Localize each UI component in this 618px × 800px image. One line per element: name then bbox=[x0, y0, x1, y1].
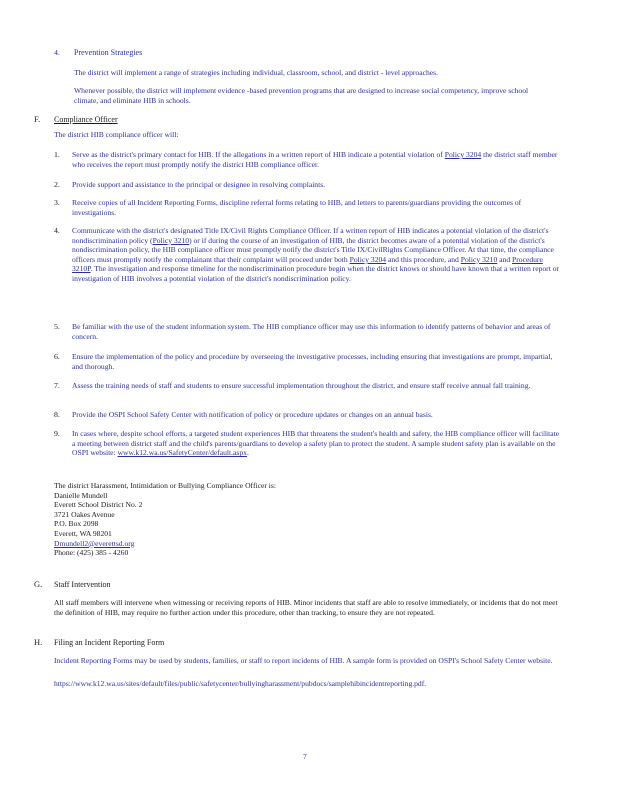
section-letter: H. bbox=[34, 637, 43, 647]
item-number: 5. bbox=[54, 322, 60, 331]
item-text: and this procedure, and bbox=[386, 254, 461, 264]
item-text: the district staff member who receives the report must promptly notify the district HIB compliance officer. bbox=[72, 150, 558, 169]
list-item: Ensure the implementation of the policy and procedure by overseeing the investigative processes, including ensuring that investigations are prompt, impartial, and thorough. bbox=[72, 352, 553, 371]
policy-link[interactable]: Policy 3210 bbox=[460, 254, 498, 264]
policy-link[interactable]: Policy 3204 bbox=[349, 254, 387, 264]
paragraph: Incident Reporting Forms may be used by students, families, or staff to report incidents of HIB. A sample form is provided on OSPI's School Safety Center website. bbox=[54, 656, 553, 665]
item-number: 9. bbox=[54, 429, 60, 438]
list-item: Provide the OSPI School Safety Center with notification of policy or procedure updates or changes on an annual basis. bbox=[72, 410, 433, 419]
contact-phone: Phone: (425) 385 - 4260 bbox=[54, 548, 129, 558]
item-number: 3. bbox=[54, 198, 60, 207]
section-title: Staff Intervention bbox=[54, 580, 111, 589]
contact-city: Everett, WA 98201 bbox=[54, 528, 112, 538]
item-number: 4. bbox=[54, 48, 60, 57]
sample-form-link[interactable]: https://www.k12.wa.us/sites/default/files/public/safetycenter/bullyingharassment/pubdocs/samplehibincidentreporting.pdf bbox=[54, 679, 425, 688]
section-intro: The district HIB compliance officer will: bbox=[54, 130, 179, 139]
item-text: . bbox=[246, 448, 249, 458]
item-number: 7. bbox=[54, 381, 60, 390]
item-text: In cases where, despite school efforts, a targeted student experiences HIB that threatens the student's health and safety, the HIB compliance officer will facilitate a meeting between district staff and the child's parents/guardians to develop a safety plan to protect the student. A sample student safety plan is available on the OSPI website: bbox=[72, 429, 560, 458]
list-item bbox=[72, 226, 562, 284]
item-text: Serve as the district's primary contact for HIB. If the allegations in a written report of HIB indicate a potential violation of bbox=[72, 150, 445, 159]
section-title: Filing an Incident Reporting Form bbox=[54, 638, 165, 647]
contact-name: Danielle Mundell bbox=[54, 490, 108, 500]
contact-email-link[interactable]: Dmundell2@everettsd.org bbox=[54, 538, 135, 548]
list-item bbox=[72, 150, 562, 169]
list-item bbox=[72, 429, 562, 458]
item-text: Communicate with the district's designated Title IX/Civil Rights Compliance Officer. If a written report of HIB indicates a potential violation of the district's nondiscrimination policy ( bbox=[72, 226, 549, 245]
policy-link[interactable]: Policy 3210 bbox=[152, 235, 190, 245]
paragraph: The district will implement a range of strategies including individual, classroom, school, and district - level approaches. bbox=[74, 68, 438, 77]
contact-pobox: P.O. Box 2098 bbox=[54, 519, 99, 529]
policy-link[interactable]: Policy 3204 bbox=[444, 150, 482, 159]
page-number: 7 bbox=[303, 752, 307, 761]
item-number: 2. bbox=[54, 180, 60, 189]
subsection-title: Prevention Strategies bbox=[74, 48, 143, 57]
ospi-safety-link[interactable]: www.k12.wa.us/SafetyCenter/default.aspx bbox=[117, 448, 247, 458]
contact-intro: The district Harassment, Intimidation or Bullying Compliance Officer is: bbox=[54, 481, 276, 490]
list-item: Provide support and assistance to the principal or designee in resolving complaints. bbox=[72, 180, 326, 189]
item-number: 4. bbox=[54, 226, 60, 235]
form-url-line bbox=[54, 679, 559, 689]
contact-org: Everett School District No. 2 bbox=[54, 500, 143, 510]
url-period: . bbox=[424, 679, 427, 688]
item-text: ) or if during the course of an investigation of HIB, the district becomes aware of a potential violation of the district's nondiscrimination policy, the HIB compliance officer must promptly notify the district's Title IX/CivilRights Compliance Officer. At that time, the compliance officers must promptly notify the complainant that their complaint will proceed under both bbox=[72, 235, 554, 264]
list-item: Receive copies of all Incident Reporting Forms, discipline referral forms relating to HIB, and letters to parents/guardians providing the outcomes of investigations. bbox=[72, 198, 522, 217]
paragraph: Whenever possible, the district will implement evidence -based prevention programs that are designed to increase social competency, improve school climate, and eliminate HIB in schools. bbox=[74, 86, 529, 105]
paragraph: All staff members will intervene when witnessing or receiving reports of HIB. Minor incidents that staff are able to resolve immediately, or incidents that do not meet the definition of HIB, may require no further action under this procedure, other than tracking, to ensure they are not repeated. bbox=[54, 598, 558, 617]
item-text: and bbox=[497, 254, 513, 264]
section-letter: F. bbox=[34, 114, 41, 124]
contact-street: 3721 Oakes Avenue bbox=[54, 509, 115, 519]
procedure-link[interactable]: Procedure 3210P bbox=[72, 254, 543, 274]
item-number: 6. bbox=[54, 352, 60, 361]
item-number: 1. bbox=[54, 150, 60, 159]
section-letter: G. bbox=[34, 579, 43, 589]
section-title: Compliance Officer bbox=[54, 115, 118, 124]
item-number: 8. bbox=[54, 410, 60, 419]
list-item: Assess the training needs of staff and students to ensure successful implementation throughout the district, and ensure staff receive annual fall training. bbox=[72, 381, 531, 390]
contact-block bbox=[54, 481, 554, 558]
list-item: Be familiar with the use of the student information system. The HIB compliance officer may use this information to identify patterns of behavior and areas of concern. bbox=[72, 322, 551, 341]
item-text: . The investigation and response timeline for the nondiscrimination procedure begin when the district knows or should have known that a written report or investigation of HIB involves a potential violation of the district's nondiscrimination policy. bbox=[72, 264, 560, 283]
